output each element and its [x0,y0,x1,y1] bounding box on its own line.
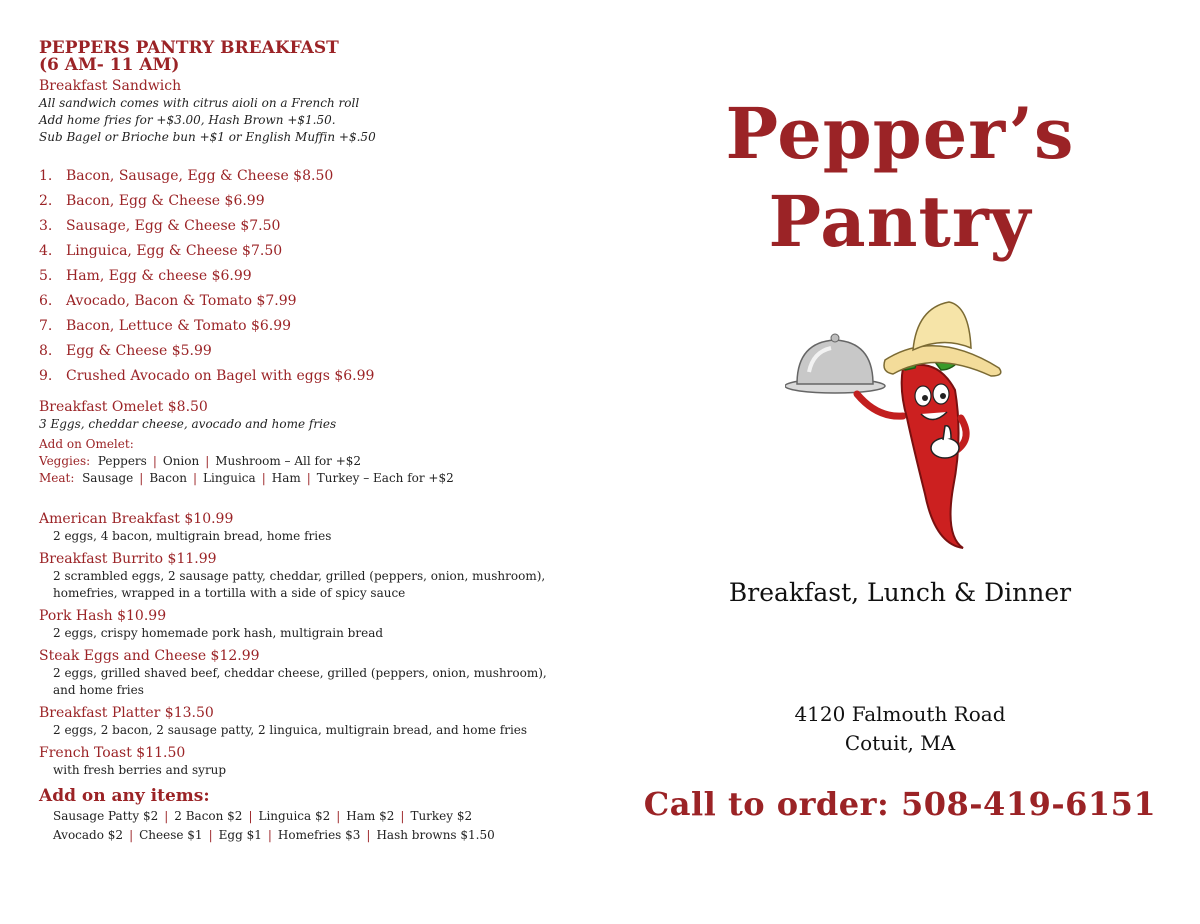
list-item: 8. Egg & Cheese $5.99 [39,343,212,359]
menu-item: French Toast $11.50 with fresh berries and syrup [39,745,227,777]
list-item: 5. Ham, Egg & cheese $6.99 [39,268,252,284]
menu-item: Breakfast Burrito $11.99 2 scrambled eggs, 2 sausage patty, cheddar, grilled (peppers, onion, mushroom), homefries, wrapped in a tortilla with a side of spicy sauce [39,551,546,600]
sandwich-title: Breakfast Sandwich [39,78,182,94]
call-to-order-phone[interactable]: Call to order: 508-419-6151 [643,785,1157,823]
list-item: 1. Bacon, Sausage, Egg & Cheese $8.50 [39,168,334,184]
omelet-desc: 3 Eggs, cheddar cheese, avocado and home fries [39,417,337,431]
address-line: 4120 Falmouth Road [794,702,1006,726]
list-item: 6. Avocado, Bacon & Tomato $7.99 [39,293,297,309]
menu-item: American Breakfast $10.99 2 eggs, 4 bacon, multigrain bread, home fries [39,511,332,543]
omelet-meats: Meat: Sausage | Bacon | Linguica | Ham | Turkey – Each for +$2 [39,471,454,485]
sandwich-list [39,168,599,393]
menu-heading: PEPPERS PANTRY BREAKFAST [39,38,339,58]
sandwich-section [39,78,599,393]
chili-pepper-chef-icon [785,298,1025,558]
tagline: Breakfast, Lunch & Dinner [728,578,1072,607]
sandwich-note: Sub Bagel or Brioche bun +$1 or English Muffin +$.50 [39,130,376,144]
omelet-veggies: Veggies: Peppers | Onion | Mushroom – All for +$2 [39,454,362,468]
brand-title-line1: Pepper’s [725,92,1075,175]
address-line: Cotuit, MA [844,731,956,755]
menu-item: Breakfast Platter $13.50 2 eggs, 2 bacon, 2 sausage patty, 2 linguica, multigrain bread, and home fries [39,705,528,737]
menu-item: Steak Eggs and Cheese $12.99 2 eggs, grilled shaved beef, cheddar cheese, grilled (peppers, onion, mushroom), and home fries [39,648,547,697]
menu-item: Pork Hash $10.99 2 eggs, crispy homemade pork hash, multigrain bread [39,608,384,640]
list-item: 3. Sausage, Egg & Cheese $7.50 [39,218,281,234]
list-item: 9. Crushed Avocado on Bagel with eggs $6.99 [39,368,375,384]
sandwich-note: All sandwich comes with citrus aioli on a French roll [39,96,360,110]
addons-row: Avocado $2 | Cheese $1 | Egg $1 | Homefries $3 | Hash browns $1.50 [53,828,495,842]
addons-title: Add on any items: [39,786,210,806]
list-item: 4. Linguica, Egg & Cheese $7.50 [39,243,283,259]
omelet-title: Breakfast Omelet $8.50 [39,399,208,415]
sandwich-note: Add home fries for +$3.00, Hash Brown +$1.50. [39,113,336,127]
list-item: 7. Bacon, Lettuce & Tomato $6.99 [39,318,292,334]
brand-title-line2: Pantry [768,180,1032,263]
menu-panel [39,40,599,845]
omelet-addon-title: Add on Omelet: [39,437,134,451]
address [600,700,1200,758]
plates-section [39,511,599,779]
cover-panel [600,0,1200,924]
omelet-section [39,399,599,487]
list-item: 2. Bacon, Egg & Cheese $6.99 [39,193,265,209]
menu-hours: (6 AM- 11 AM) [39,55,180,75]
addons-section [39,785,599,845]
addons-row: Sausage Patty $2 | 2 Bacon $2 | Linguica $2 | Ham $2 | Turkey $2 [53,809,473,823]
